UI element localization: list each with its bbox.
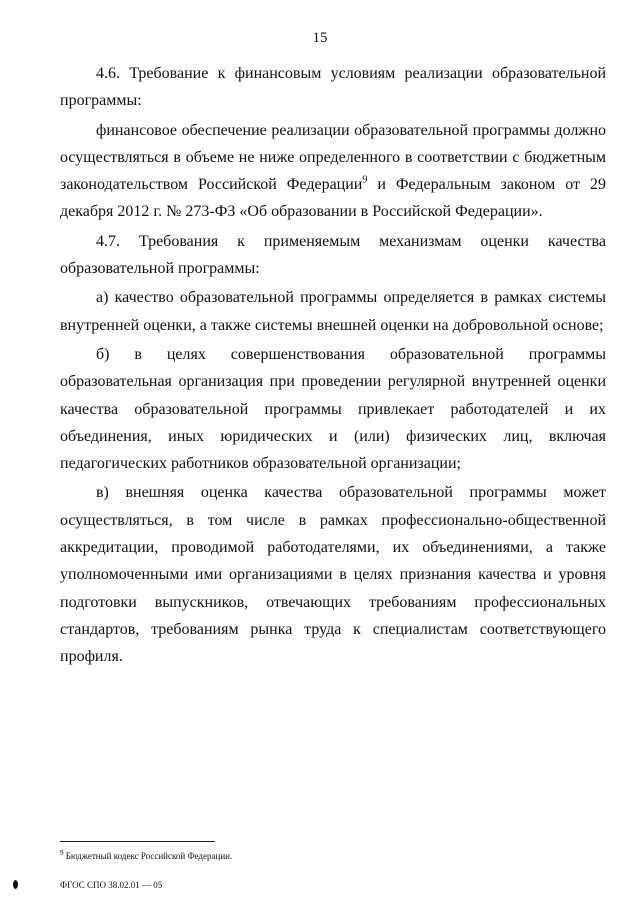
footnote-reference-9: 9 bbox=[362, 174, 368, 186]
document-code: ФГОС СПО 38.02.01 — 05 bbox=[60, 880, 163, 890]
financial-provision-text: финансовое обеспечение реализации образовательной программы должно осуществляться в объеме не ниже определенного в соответствии с бюджетным законодательством Российской Федерации bbox=[60, 121, 606, 194]
section-4-6-heading: 4.6. Требование к финансовым условиям реализации образовательной программы: bbox=[60, 65, 606, 110]
margin-mark bbox=[13, 880, 18, 889]
section-4-7-heading: 4.7. Требования к применяемым механизмам оценки качества образовательной программы: bbox=[60, 232, 606, 278]
item-a-paragraph: а) качество образовательной программы определяется в рамках системы внутренней оценки, а также системы внешней оценки на добровольной основе; bbox=[60, 289, 606, 334]
footnote-9 bbox=[60, 849, 232, 861]
footnote-separator bbox=[60, 841, 215, 843]
financial-provision-text-end: и Федеральным законом от 29 декабря 2012 г. № 273-ФЗ «Об образовании в Российской Федерации». bbox=[60, 176, 606, 221]
footnote-text: Бюджетный кодекс Российской Федерации. bbox=[63, 851, 233, 861]
financial-provision-paragraph bbox=[60, 117, 606, 226]
page-number: 15 bbox=[312, 30, 328, 46]
document-body bbox=[60, 60, 606, 673]
footnote-number: 9 bbox=[60, 849, 64, 857]
item-b-paragraph: б) в целях совершенствования образовательной программы образовательная организация при проведении регулярной внутренней оценки качества образовательной программы привлекает работодателей и их объединения, иных юридических и (или) физических лиц, включая педагогических работников образовательной организации; bbox=[60, 345, 606, 473]
item-v-paragraph: в) внешняя оценка качества образовательной программы может осуществляться, в том числе в рамках профессионально-общественной аккредитации, проводимой работодателями, их объединениями, а также уполномоченными ими организациями в целях признания качества и уровня подготовки выпускников, отвечающих требованиям профессиональных стандартов, требованиям рынка труда к специалистам соответствующего профиля. bbox=[60, 484, 606, 666]
